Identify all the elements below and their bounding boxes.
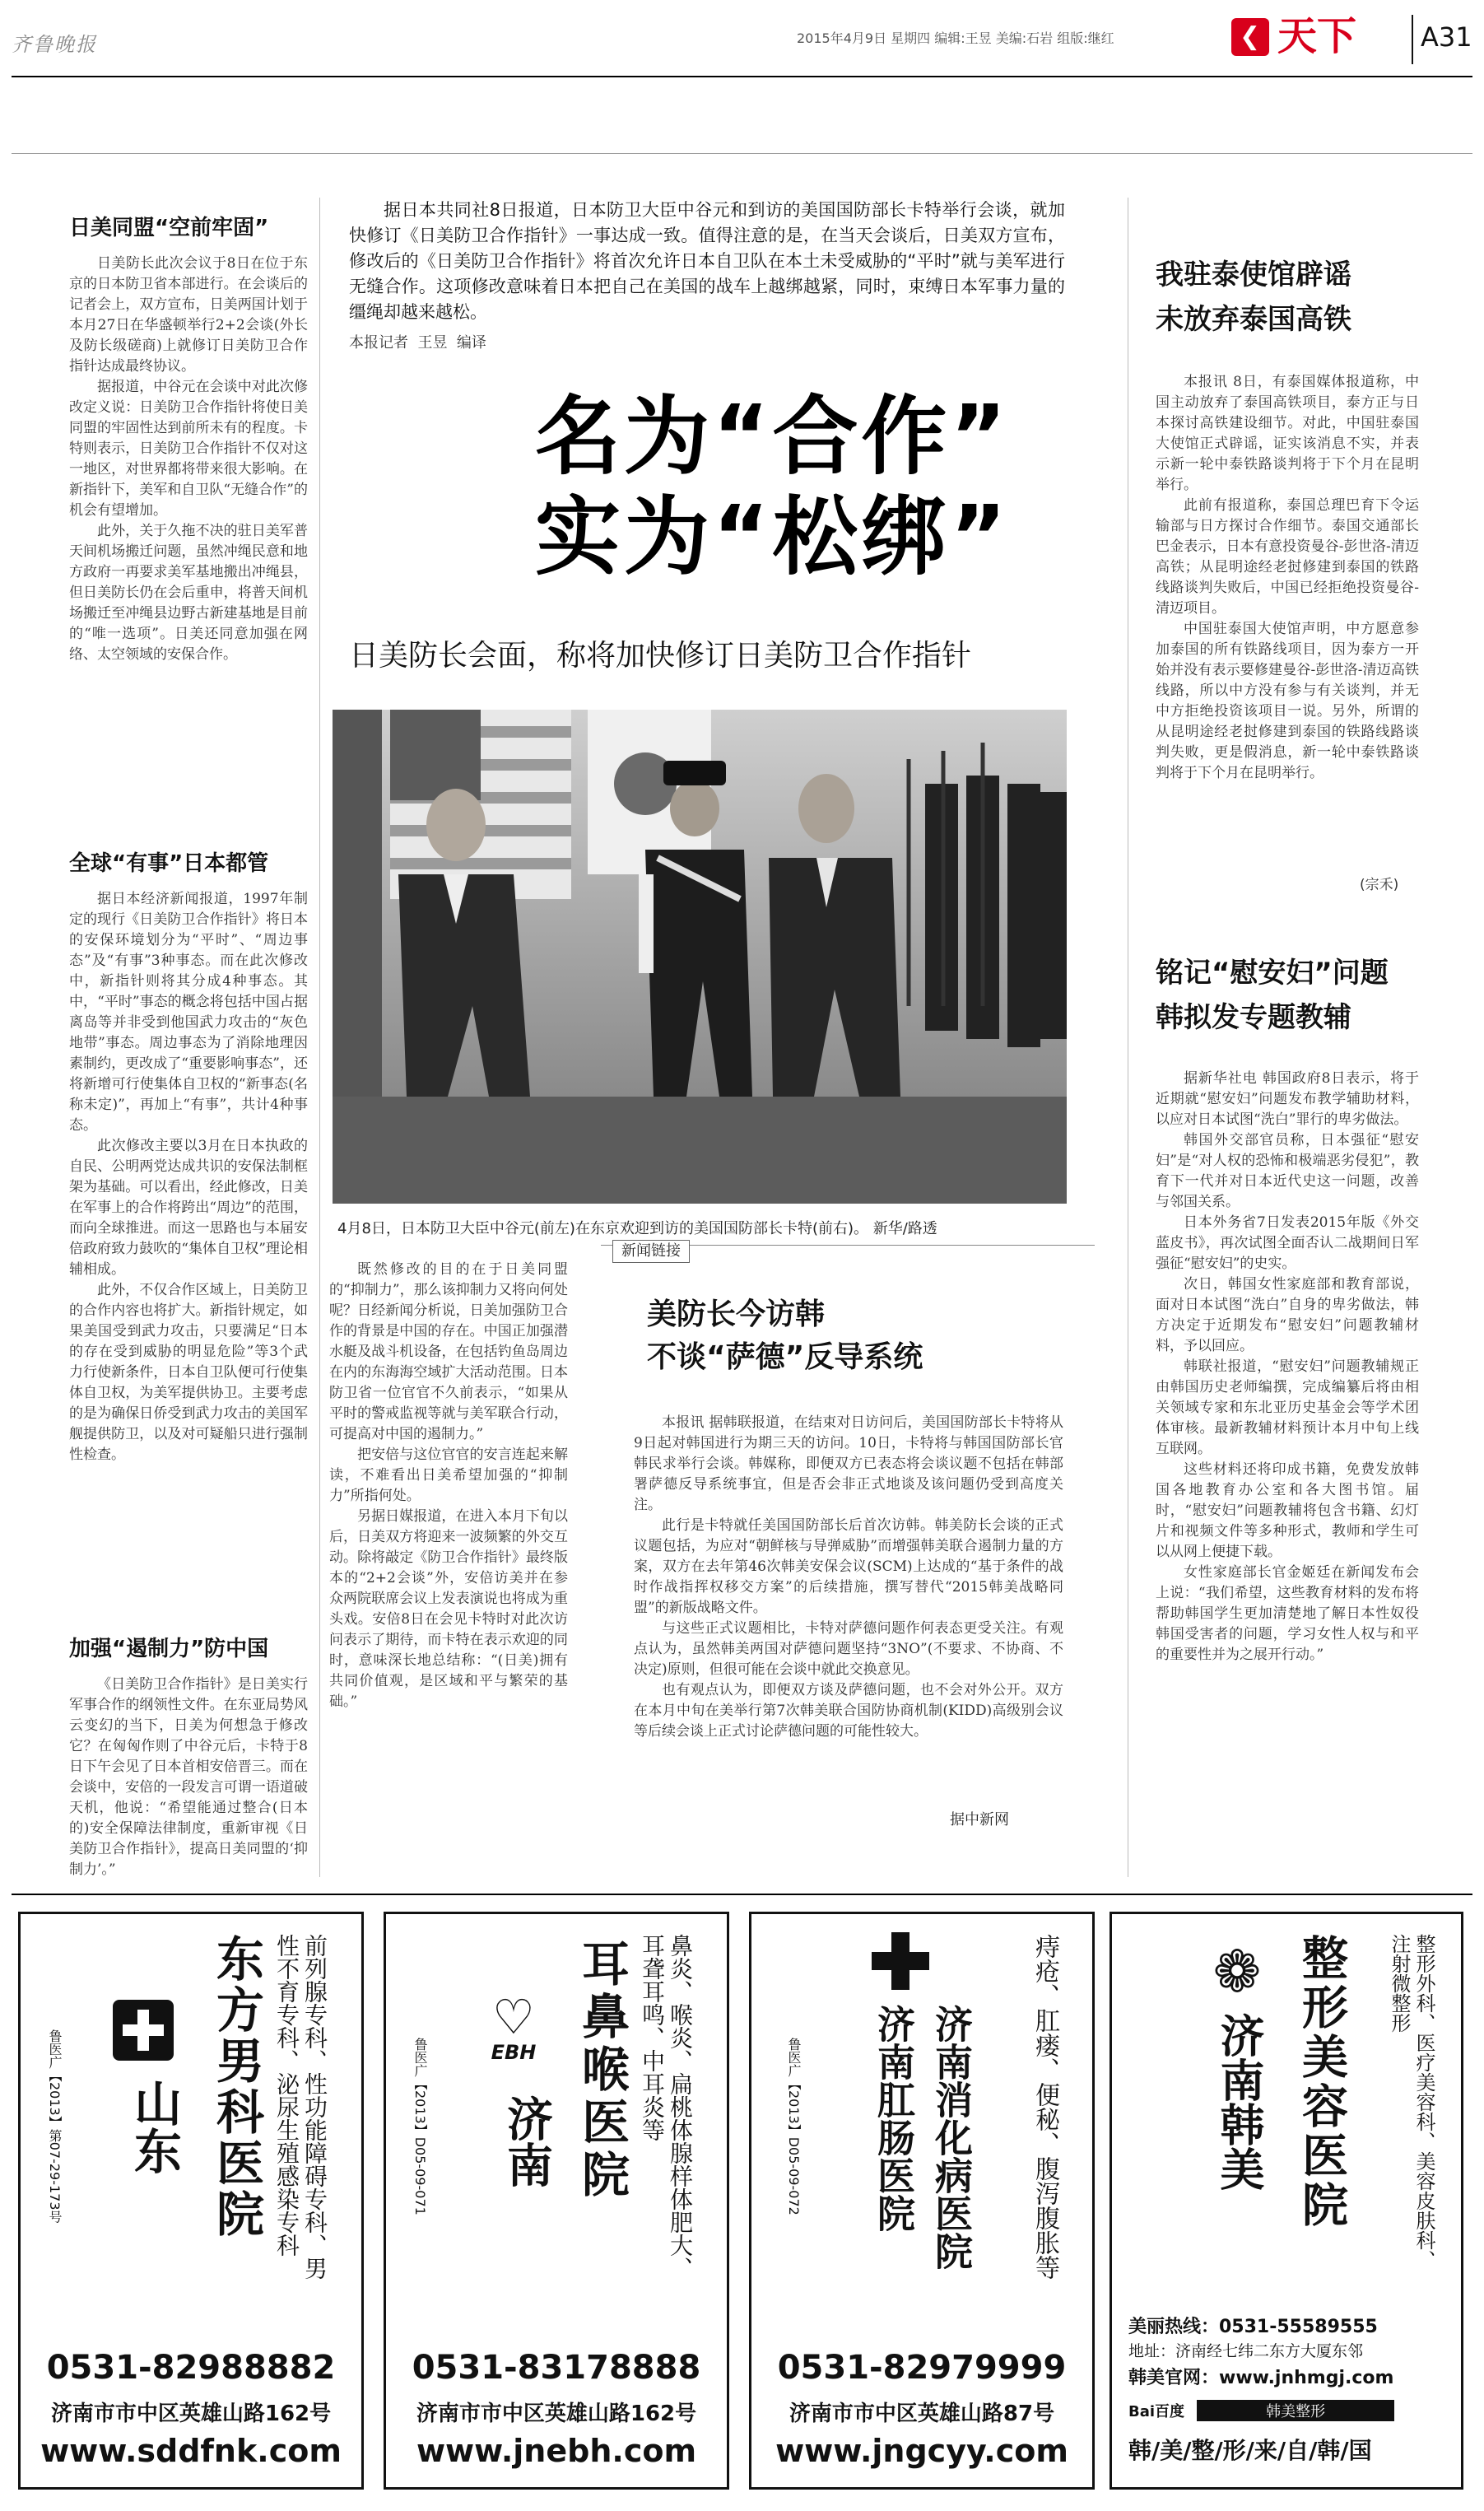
headline-line-1: 名为“合作”: [535, 386, 1010, 487]
photo-caption: 4月8日，日本防卫大臣中谷元(前左)在东京欢迎到访的美国国防部长卡特(前右)。 新华/路透: [337, 1220, 937, 1237]
section2-title: 全球“有事”日本都管: [69, 851, 269, 876]
subheadline: 日美防长会面，称将加快修订日美防卫合作指针: [349, 639, 972, 673]
section3-para: 既然修改的目的在于日美同盟的“抑制力”，那么该抑制力又将向何处呢？日经新闻分析说，日美加强防卫合作的背景是中国的存在。中国正加强潜水艇及战斗机设备，在包括钓鱼岛周边在内的东海海空域扩大活动范围。日本防卫省一位官官不久前表示，“如果从平时的警戒监视等就与美军联合行动，可提高对中国的遏制力。”: [329, 1261, 568, 1442]
ad2-services: 鼻炎、喉炎、扁桃体腺样体肥大、耳聋耳鸣、中耳炎等: [639, 1934, 694, 2280]
ad4-hotline: 美丽热线：0531-55589555: [1128, 2317, 1378, 2337]
ad1-url[interactable]: www.sddfnk.com: [40, 2433, 342, 2469]
header-divider: [1412, 15, 1413, 64]
ad-ebh-hospital[interactable]: [384, 1912, 729, 2490]
header-rule: [12, 76, 1472, 77]
article-byline: 本报记者 王昱 编译: [349, 334, 486, 352]
news-link-para: 与这些正式议题相比，卡特对萨德问题作何表态更受关注。有观点认为，虽然韩美两国对萨德问题坚持“3NO”(不要求、不协商、不决定)原则，但很可能在会谈中就此交换意见。: [634, 1620, 1063, 1678]
news-link-credit: 据中新网: [950, 1811, 1009, 1829]
ad2-url[interactable]: www.jnebh.com: [416, 2433, 697, 2469]
ad4-address: 地址：济南经七纬二东方大厦东邻: [1128, 2342, 1364, 2360]
top-rule: [12, 153, 1472, 154]
ad1-license: 鲁医广【2013】第07-29-173号: [47, 2029, 63, 2224]
ad2-logo-text: EBH: [491, 2041, 537, 2064]
side1-title-2: 未放弃泰国高铁: [1156, 303, 1351, 336]
news-link-tag: 新闻链接: [612, 1240, 690, 1263]
section1-para: 此外，关于久拖不决的驻日美军普天间机场搬迁问题，虽然冲绳民意和地方政府一再要求美军基地搬出冲绳县，但日美防长仍在会后重申，将普天间机场搬迁至冲绳县边野古新建基地是目前的“唯一选项”。日美还同意加强在网络、太空领域的安保合作。: [69, 523, 308, 663]
ad2-phone: 0531-83178888: [412, 2349, 701, 2387]
hospital-cross-logo-icon: [113, 2000, 174, 2061]
section-badge: [1231, 18, 1269, 56]
ad2-license: 鲁医广【2013】D05-09-071: [412, 2038, 428, 2215]
cross-logo-icon: [872, 1932, 929, 1990]
news-link-title-1: 美防长今访韩: [647, 1297, 826, 1331]
side2-para: 日本外务省7日发表2015年版《外交蓝皮书》，再次试图全面否认二战期间日军强征“慰安妇”的史实。: [1156, 1214, 1419, 1272]
ad4-url[interactable]: 韩美官网：www.jnhmgj.com: [1128, 2368, 1394, 2388]
side2-para: 韩联社报道，“慰安妇”问题教辅规正由韩国历史老师编撰，完成编纂后将由相关领域专家和东北亚历史基金会等学术团体审核。最新教辅材料预计本月中旬上线互联网。: [1156, 1358, 1419, 1457]
side2-body: [1156, 1069, 1419, 1892]
ad2-address: 济南市市中区英雄山路162号: [416, 2402, 697, 2426]
ad3-address: 济南市市中区英雄山路87号: [789, 2402, 1055, 2426]
section1-body: [69, 254, 308, 665]
baidu-logo: Bai百度: [1128, 2403, 1185, 2420]
section3-body-b: [329, 1260, 568, 1894]
news-link-para: 本报讯 据韩联报道，在结束对日访问后，美国国防部长卡特将从9日起对韩国进行为期三天的访问。10日，卡特将与韩国国防部长官韩民求举行会谈。韩媒称，即便双方已表态将会谈议题不包括在韩部署萨德反导系统事宜，但是否会非正式地谈及该问题仍受到高度关注。: [634, 1414, 1063, 1513]
ad1-brand: 山东: [126, 2079, 182, 2174]
news-link-para: 此行是卡特就任美国国防部长后首次访韩。韩美防长会谈的正式议题包括，为应对“朝鲜核与导弹威胁”而增强韩美联合遏制力量的方案，双方在去年第46次韩美安保会议(SCM)上达成的“基于条件的战时作战指挥权移交方案”的后续措施，撰写替代“2015韩美战略同盟”的新版战略文件。: [634, 1517, 1063, 1616]
news-link-title-2: 不谈“萨德”反导系统: [647, 1340, 923, 1374]
page-number: A31: [1421, 21, 1472, 53]
article-intro: 据日本共同社8日报道，日本防卫大臣中谷元和到访的美国国防部长卡特举行会谈，就加快修订《日美防卫合作指针》一事达成一致。值得注意的是，在当天会谈后，日美双方宣布，修改后的《日美防卫合作指针》将首次允许日本自卫队在本土未受威胁的“平时”就与美军进行无缝合作。这项修改意味着日本把自己在美国的战车上越绑越紧，同时，束缚日本军事力量的缰绳却越来越松。: [349, 200, 1065, 322]
ad4-slogan: 韩/美/整/形/来/自/韩/国: [1128, 2437, 1372, 2464]
ad3-services: 痔疮、肛瘘、便秘、腹泻腹胀等: [1030, 1934, 1059, 2280]
side1-para: 中国驻泰国大使馆声明，中方愿意参加泰国的所有铁路线项目，因为泰方一开始并没有表示要修建曼谷-彭世洛-清迈高铁线路，所以中方没有参与有关谈判，并无中方拒绝投资该项目一说。另外，所谓的从昆明途经老挝修建到泰国的铁路线路谈判失败，更是假消息，新一轮中泰铁路谈判将于下个月在昆明举行。: [1156, 621, 1419, 781]
ad1-address: 济南市市中区英雄山路162号: [50, 2402, 332, 2426]
side2-para: 据新华社电 韩国政府8日表示，将于近期就“慰安妇”问题发布教学辅助材料，以应对日本试图“洗白”罪行的卑劣做法。: [1156, 1070, 1419, 1128]
news-link-para: 也有观点认为，即便双方谈及萨德问题，也不会对外公开。双方在本月中旬在美举行第7次韩美联合国防协商机制(KIDD)高级别会议等后续会谈上正式讨论萨德问题的可能性较大。: [634, 1682, 1063, 1740]
ad4-services: 整形外科、医疗美容科、美容皮肤科、注射微整形: [1388, 1934, 1435, 2270]
side1-para: 本报讯 8日，有泰国媒体报道称，中国主动放弃了泰国高铁项目，泰方正与日本探讨高铁建设细节。对此，中国驻泰国大使馆正式辟谣，证实该消息不实，并表示新一轮中泰铁路谈判将于下个月在昆明举行。: [1156, 374, 1419, 493]
ads-rule: [12, 1894, 1472, 1895]
ad4-search-bar[interactable]: [1128, 2400, 1441, 2425]
headline-line-2: 实为“松绑”: [535, 487, 1010, 587]
section3-body-a: [69, 1675, 308, 1889]
chevron-left-icon: ❮: [1240, 22, 1261, 51]
ad3-license: 鲁医广【2013】D05-09-072: [786, 2038, 802, 2215]
ad-dongfang-hospital[interactable]: [18, 1912, 364, 2490]
ad1-services: 前列腺专科、性功能障碍专科、男性不育专科、泌尿生殖感染专科: [273, 1934, 328, 2280]
ad3-url[interactable]: www.jngcyy.com: [775, 2433, 1068, 2469]
date-editor-line: 2015年4月9日 星期四 编辑:王昱 美编:石岩 组版:继红: [797, 30, 1114, 46]
news-photo: [333, 710, 1067, 1204]
side1-title-1: 我驻泰使馆辟谣: [1156, 259, 1351, 291]
ad4-brand: 济南韩美: [1213, 2013, 1265, 2191]
ad4-search-label: 韩美整形: [1197, 2400, 1394, 2421]
side1-credit: (宗禾): [1360, 877, 1399, 893]
section2-para: 此外，不仅合作区域上，日美防卫的合作内容也将扩大。新指针规定，如果美国受到武力攻击，只要满足“日本的存在受到威胁的明显危险”等3个武力行使新条件，日本自卫队便可行使集体自卫权，为美军提供协卫。主要考虑的是为确保日侨受到武力攻击的美国军舰提供防卫，以及对可疑船只进行强制性检查。: [69, 1282, 308, 1463]
ad4-name: 整形美容医院: [1295, 1934, 1348, 2230]
side2-para: 女性家庭部长官金姬廷在新闻发布会上说：“我们希望，这些教育材料的发布将帮助韩国学生更加清楚地了解日本性奴役韩国受害者的问题，学习女性人权与和平的重要性并为之展开行动。”: [1156, 1564, 1419, 1663]
news-link-body: [634, 1413, 1063, 1742]
section2-para: 据日本经济新闻报道，1997年制定的现行《日美防卫合作指针》将日本的安保环境划分为“平时”、“周边事态”及“有事”3种事态。而在此次修改中，新指针则将其分成4种事态。其中，“平时”事态的概念将包括中国占据离岛等并非受到他国武力攻击的“灰色地带”事态。周边事态为了消除地理因素制约，更改成了“重要影响事态”，还将新增可行使集体自卫权的“新事态(名称未定)”，再加上“有事”，共计4种事态。: [69, 891, 308, 1134]
ad1-name: 东方男科医院: [208, 1934, 264, 2240]
ebh-heart-logo-icon: ♡ EBH: [468, 1993, 559, 2064]
section1-para: 日美防长此次会议于8日在位于东京的日本防卫省本部进行。在会谈后的记者会上，双方宣布，日美两国计划于本月27日在华盛顿举行2+2会谈(外长及防长级磋商)上就修订日美防卫合作指针达成最终协议。: [69, 255, 308, 375]
column-rule: [319, 198, 320, 1877]
side2-para: 韩国外交部官员称，日本强征“慰安妇”是“对人权的恐怖和极端恶劣侵犯”，教育下一代并对日本近代史这一问题，改善与邻国关系。: [1156, 1132, 1419, 1210]
swan-logo-icon: ❁: [1212, 1938, 1262, 2006]
section2-para: 此次修改主要以3月在日本执政的自民、公明两党达成共识的安保法制框架为基础。可以看出，经此修改，日美在军事上的合作将跨出“周边”的范围，而向全球推进。而这一思路也与本届安倍政府致力鼓吹的“集体自卫权”理论相辅相成。: [69, 1138, 308, 1278]
section1-title: 日美同盟“空前牢固”: [69, 216, 269, 240]
ad-hanmei-plastic[interactable]: [1110, 1912, 1463, 2490]
ad-digestive-hospital[interactable]: [749, 1912, 1095, 2490]
section3-para: 《日美防卫合作指针》是日美实行军事合作的纲领性文件。在东亚局势风云变幻的当下，日美为何想急于修改它？在匈匈作则了中谷元后，卡特于8日下午会见了日本首相安倍晋三。而在会谈中，安倍的一段发言可谓一语道破天机，他说：“希望能通过整合(日本的)安全保障法律制度，重新审视《日美防卫合作指针》，提高日美同盟的‘抑制力’。”: [69, 1676, 308, 1878]
side1-para: 此前有报道称，泰国总理巴育下令运输部与日方探讨合作细节。泰国交通部长巴金表示，日本有意投资曼谷-彭世洛-清迈高铁；从昆明途经老挝修建到泰国的铁路线路谈判失败后，中国已经拒绝投资曼谷-清迈项目。: [1156, 497, 1419, 617]
section3-para: 把安倍与这位官官的安言连起来解读，不难看出日美希望加强的“抑制力”所指何处。: [329, 1447, 568, 1504]
ad3-name-2: 济南肛肠医院: [872, 2005, 916, 2232]
section2-body: [69, 889, 308, 1465]
section3-para: 另据日媒报道，在进入本月下旬以后，日美双方将迎来一波频繁的外交互动。除将敲定《防卫合作指针》最终版本的“2+2会谈”外，安倍访美并在参众两院联席会议上发表演说也将成为重头戏。安倍8日在会见卡特时对此次访问表示了期待，而卡特在表示欢迎的同时，意味深长地总结称：“(日美)拥有共同价值观，是区域和平与繁荣的基础。”: [329, 1508, 568, 1710]
ad2-brand: 济南: [500, 2095, 553, 2187]
ad1-phone: 0531-82988882: [46, 2349, 336, 2387]
ad3-phone: 0531-82979999: [777, 2349, 1067, 2387]
side2-title-1: 铭记“慰安妇”问题: [1156, 957, 1389, 990]
side2-para: 这些材料还将印成书籍，免费发放韩国各地教育办公室和各大图书馆。届时，“慰安妇”问题教辅将包含书籍、幻灯片和视频文件等多种形式，教师和学生可以从网上便捷下载。: [1156, 1461, 1419, 1560]
section1-para: 据报道，中谷元在会谈中对此次修改定义说：日美防卫合作指针将使日美同盟的牢固性达到前所未有的程度。卡特则表示，日美防卫合作指针不仅对这一地区，对世界都将带来很大影响。在新指针下，美军和自卫队“无缝合作”的机会有望增加。: [69, 379, 308, 519]
side2-title-2: 韩拟发专题教辅: [1156, 1001, 1351, 1034]
section3-title: 加强“遏制力”防中国: [69, 1637, 269, 1661]
side2-para: 次日，韩国女性家庭部和教育部说，面对日本试图“洗白”自身的卑劣做法，韩方决定于近期发布“慰安妇”问题教辅材料，予以回应。: [1156, 1276, 1419, 1354]
section-title: 天下: [1277, 13, 1357, 59]
paper-masthead: 齐鲁晚报: [12, 33, 97, 56]
ad3-name-1: 济南消化病医院: [929, 2005, 974, 2270]
side1-body: [1156, 372, 1419, 784]
ad2-name: 耳鼻喉医院: [574, 1939, 630, 2202]
